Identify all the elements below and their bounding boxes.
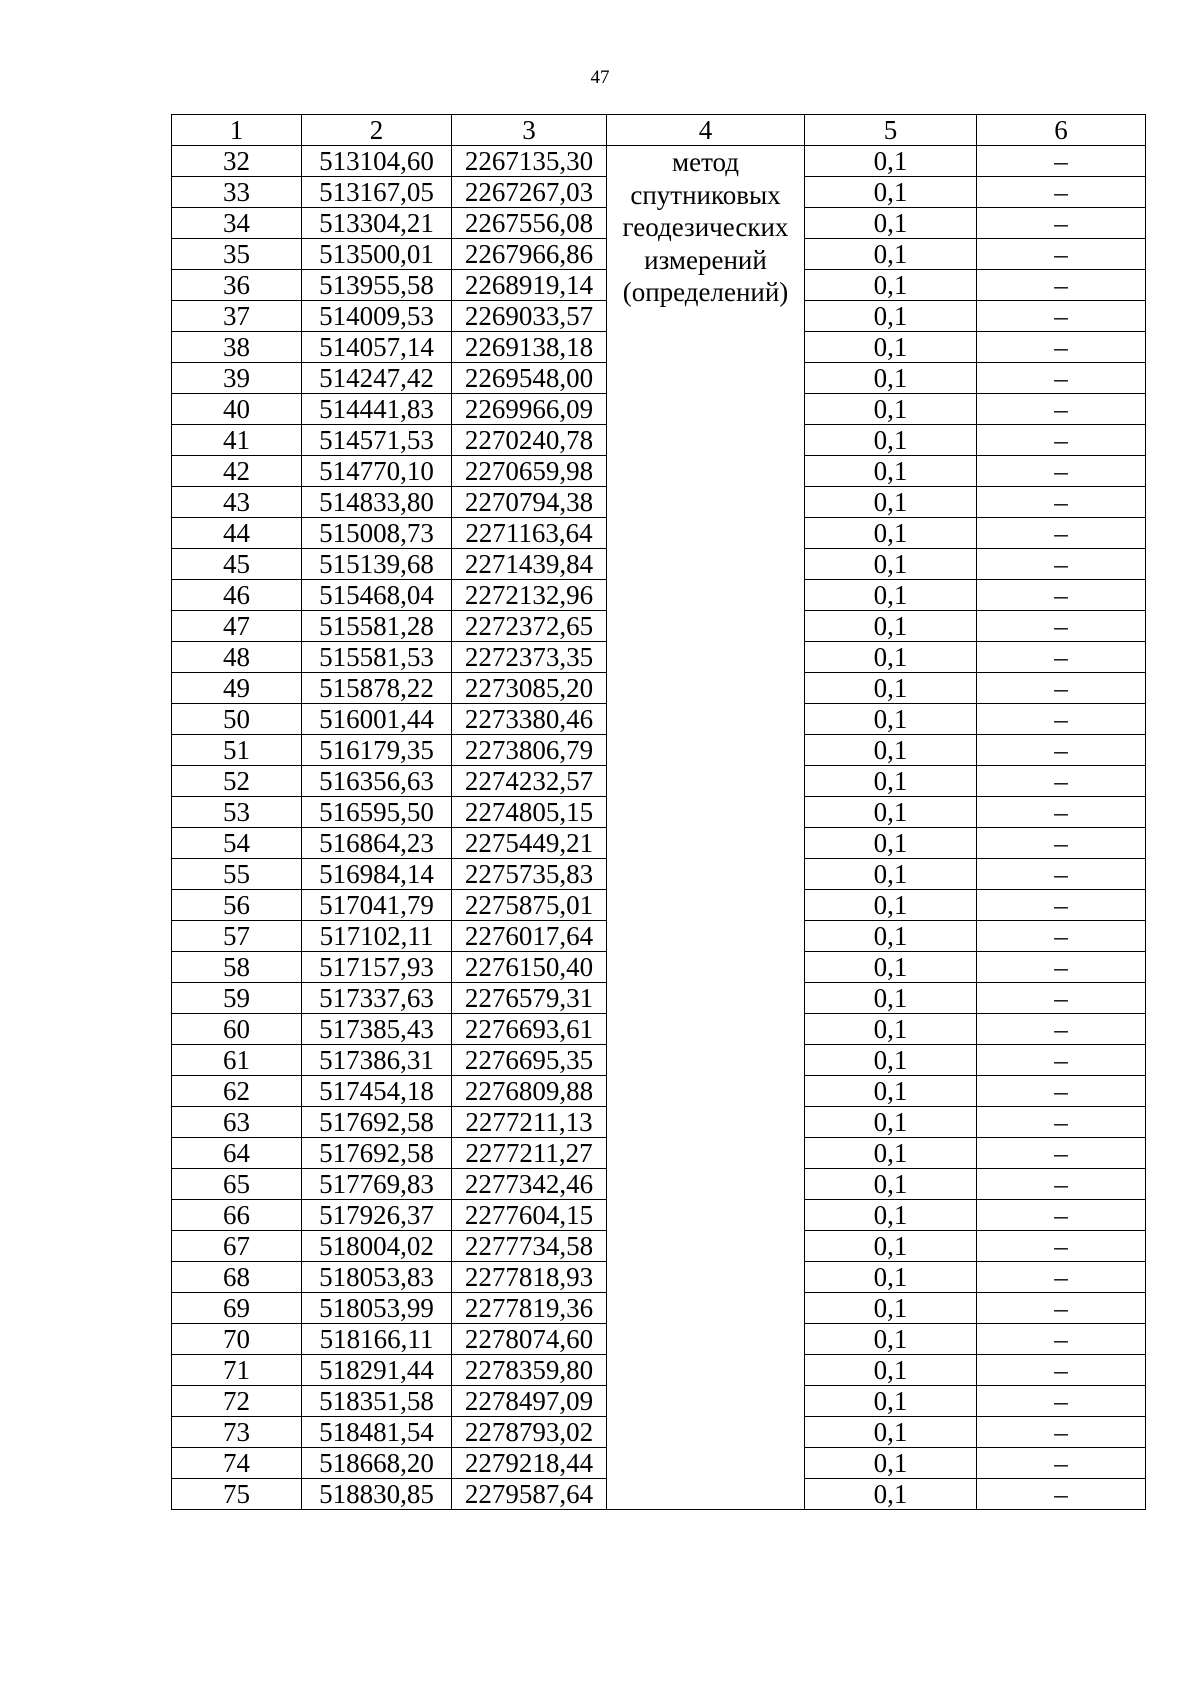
note-cell: – [977, 1045, 1146, 1076]
x-coordinate-cell: 516595,50 [302, 797, 452, 828]
method-text-line: метод [672, 147, 739, 177]
method-text-line: геодезических [622, 212, 789, 242]
point-number-cell: 36 [172, 270, 302, 301]
note-cell: – [977, 1014, 1146, 1045]
point-number-cell: 46 [172, 580, 302, 611]
y-coordinate-cell: 2278359,80 [452, 1355, 607, 1386]
accuracy-cell: 0,1 [805, 890, 977, 921]
note-cell: – [977, 1386, 1146, 1417]
x-coordinate-cell: 514441,83 [302, 394, 452, 425]
accuracy-cell: 0,1 [805, 983, 977, 1014]
y-coordinate-cell: 2272132,96 [452, 580, 607, 611]
x-coordinate-cell: 518351,58 [302, 1386, 452, 1417]
note-cell: – [977, 890, 1146, 921]
accuracy-cell: 0,1 [805, 177, 977, 208]
point-number-cell: 37 [172, 301, 302, 332]
point-number-cell: 60 [172, 1014, 302, 1045]
point-number-cell: 57 [172, 921, 302, 952]
y-coordinate-cell: 2277211,13 [452, 1107, 607, 1138]
y-coordinate-cell: 2269966,09 [452, 394, 607, 425]
point-number-cell: 56 [172, 890, 302, 921]
note-cell: – [977, 425, 1146, 456]
y-coordinate-cell: 2275735,83 [452, 859, 607, 890]
x-coordinate-cell: 513167,05 [302, 177, 452, 208]
point-number-cell: 42 [172, 456, 302, 487]
x-coordinate-cell: 518053,99 [302, 1293, 452, 1324]
point-number-cell: 72 [172, 1386, 302, 1417]
x-coordinate-cell: 513955,58 [302, 270, 452, 301]
x-coordinate-cell: 515581,28 [302, 611, 452, 642]
x-coordinate-cell: 516984,14 [302, 859, 452, 890]
accuracy-cell: 0,1 [805, 921, 977, 952]
note-cell: – [977, 735, 1146, 766]
x-coordinate-cell: 517157,93 [302, 952, 452, 983]
note-cell: – [977, 146, 1146, 177]
note-cell: – [977, 611, 1146, 642]
y-coordinate-cell: 2270794,38 [452, 487, 607, 518]
point-number-cell: 74 [172, 1448, 302, 1479]
note-cell: – [977, 456, 1146, 487]
y-coordinate-cell: 2267267,03 [452, 177, 607, 208]
y-coordinate-cell: 2271439,84 [452, 549, 607, 580]
x-coordinate-cell: 518668,20 [302, 1448, 452, 1479]
x-coordinate-cell: 518166,11 [302, 1324, 452, 1355]
accuracy-cell: 0,1 [805, 673, 977, 704]
accuracy-cell: 0,1 [805, 1324, 977, 1355]
accuracy-cell: 0,1 [805, 828, 977, 859]
point-number-cell: 38 [172, 332, 302, 363]
x-coordinate-cell: 517337,63 [302, 983, 452, 1014]
x-coordinate-cell: 514009,53 [302, 301, 452, 332]
accuracy-cell: 0,1 [805, 1448, 977, 1479]
point-number-cell: 43 [172, 487, 302, 518]
note-cell: – [977, 177, 1146, 208]
note-cell: – [977, 642, 1146, 673]
accuracy-cell: 0,1 [805, 270, 977, 301]
note-cell: – [977, 270, 1146, 301]
y-coordinate-cell: 2268919,14 [452, 270, 607, 301]
point-number-cell: 39 [172, 363, 302, 394]
accuracy-cell: 0,1 [805, 1262, 977, 1293]
column-header-4: 4 [607, 115, 805, 146]
y-coordinate-cell: 2279218,44 [452, 1448, 607, 1479]
note-cell: – [977, 1355, 1146, 1386]
point-number-cell: 52 [172, 766, 302, 797]
note-cell: – [977, 797, 1146, 828]
accuracy-cell: 0,1 [805, 1138, 977, 1169]
x-coordinate-cell: 515139,68 [302, 549, 452, 580]
note-cell: – [977, 549, 1146, 580]
note-cell: – [977, 859, 1146, 890]
note-cell: – [977, 1138, 1146, 1169]
point-number-cell: 75 [172, 1479, 302, 1510]
x-coordinate-cell: 516864,23 [302, 828, 452, 859]
note-cell: – [977, 1231, 1146, 1262]
x-coordinate-cell: 513304,21 [302, 208, 452, 239]
y-coordinate-cell: 2269138,18 [452, 332, 607, 363]
point-number-cell: 59 [172, 983, 302, 1014]
x-coordinate-cell: 514571,53 [302, 425, 452, 456]
accuracy-cell: 0,1 [805, 394, 977, 425]
y-coordinate-cell: 2275449,21 [452, 828, 607, 859]
note-cell: – [977, 1200, 1146, 1231]
table-row [172, 146, 1146, 177]
point-number-cell: 62 [172, 1076, 302, 1107]
accuracy-cell: 0,1 [805, 239, 977, 270]
x-coordinate-cell: 515008,73 [302, 518, 452, 549]
column-header-5: 5 [805, 115, 977, 146]
accuracy-cell: 0,1 [805, 332, 977, 363]
y-coordinate-cell: 2270240,78 [452, 425, 607, 456]
x-coordinate-cell: 518291,44 [302, 1355, 452, 1386]
note-cell: – [977, 983, 1146, 1014]
y-coordinate-cell: 2275875,01 [452, 890, 607, 921]
accuracy-cell: 0,1 [805, 456, 977, 487]
y-coordinate-cell: 2279587,64 [452, 1479, 607, 1510]
method-cell [607, 146, 805, 1510]
accuracy-cell: 0,1 [805, 766, 977, 797]
point-number-cell: 35 [172, 239, 302, 270]
point-number-cell: 70 [172, 1324, 302, 1355]
note-cell: – [977, 1107, 1146, 1138]
y-coordinate-cell: 2277342,46 [452, 1169, 607, 1200]
point-number-cell: 32 [172, 146, 302, 177]
note-cell: – [977, 487, 1146, 518]
point-number-cell: 45 [172, 549, 302, 580]
y-coordinate-cell: 2273085,20 [452, 673, 607, 704]
accuracy-cell: 0,1 [805, 735, 977, 766]
accuracy-cell: 0,1 [805, 642, 977, 673]
note-cell: – [977, 301, 1146, 332]
y-coordinate-cell: 2272372,65 [452, 611, 607, 642]
accuracy-cell: 0,1 [805, 952, 977, 983]
accuracy-cell: 0,1 [805, 1479, 977, 1510]
point-number-cell: 61 [172, 1045, 302, 1076]
x-coordinate-cell: 517102,11 [302, 921, 452, 952]
point-number-cell: 50 [172, 704, 302, 735]
note-cell: – [977, 704, 1146, 735]
note-cell: – [977, 239, 1146, 270]
accuracy-cell: 0,1 [805, 1231, 977, 1262]
x-coordinate-cell: 517454,18 [302, 1076, 452, 1107]
y-coordinate-cell: 2276150,40 [452, 952, 607, 983]
note-cell: – [977, 1324, 1146, 1355]
accuracy-cell: 0,1 [805, 518, 977, 549]
accuracy-cell: 0,1 [805, 1417, 977, 1448]
point-number-cell: 53 [172, 797, 302, 828]
note-cell: – [977, 673, 1146, 704]
note-cell: – [977, 1169, 1146, 1200]
x-coordinate-cell: 517692,58 [302, 1107, 452, 1138]
point-number-cell: 47 [172, 611, 302, 642]
y-coordinate-cell: 2278497,09 [452, 1386, 607, 1417]
y-coordinate-cell: 2269033,57 [452, 301, 607, 332]
x-coordinate-cell: 517041,79 [302, 890, 452, 921]
accuracy-cell: 0,1 [805, 1076, 977, 1107]
table-header-row [172, 115, 1146, 146]
point-number-cell: 71 [172, 1355, 302, 1386]
accuracy-cell: 0,1 [805, 363, 977, 394]
accuracy-cell: 0,1 [805, 549, 977, 580]
note-cell: – [977, 332, 1146, 363]
note-cell: – [977, 1076, 1146, 1107]
point-number-cell: 54 [172, 828, 302, 859]
point-number-cell: 68 [172, 1262, 302, 1293]
note-cell: – [977, 518, 1146, 549]
y-coordinate-cell: 2276579,31 [452, 983, 607, 1014]
point-number-cell: 66 [172, 1200, 302, 1231]
x-coordinate-cell: 515468,04 [302, 580, 452, 611]
point-number-cell: 69 [172, 1293, 302, 1324]
note-cell: – [977, 1293, 1146, 1324]
y-coordinate-cell: 2273806,79 [452, 735, 607, 766]
point-number-cell: 63 [172, 1107, 302, 1138]
y-coordinate-cell: 2277819,36 [452, 1293, 607, 1324]
x-coordinate-cell: 514247,42 [302, 363, 452, 394]
note-cell: – [977, 1448, 1146, 1479]
column-header-2: 2 [302, 115, 452, 146]
column-header-6: 6 [977, 115, 1146, 146]
accuracy-cell: 0,1 [805, 425, 977, 456]
point-number-cell: 41 [172, 425, 302, 456]
accuracy-cell: 0,1 [805, 797, 977, 828]
point-number-cell: 58 [172, 952, 302, 983]
x-coordinate-cell: 517769,83 [302, 1169, 452, 1200]
x-coordinate-cell: 515878,22 [302, 673, 452, 704]
y-coordinate-cell: 2269548,00 [452, 363, 607, 394]
note-cell: – [977, 1417, 1146, 1448]
y-coordinate-cell: 2274805,15 [452, 797, 607, 828]
point-number-cell: 67 [172, 1231, 302, 1262]
accuracy-cell: 0,1 [805, 859, 977, 890]
point-number-cell: 44 [172, 518, 302, 549]
accuracy-cell: 0,1 [805, 611, 977, 642]
method-text-line: спутниковых [630, 179, 781, 210]
x-coordinate-cell: 513500,01 [302, 239, 452, 270]
point-number-cell: 65 [172, 1169, 302, 1200]
page-number: 47 [590, 67, 610, 88]
y-coordinate-cell: 2277604,15 [452, 1200, 607, 1231]
y-coordinate-cell: 2276693,61 [452, 1014, 607, 1045]
y-coordinate-cell: 2276017,64 [452, 921, 607, 952]
point-number-cell: 48 [172, 642, 302, 673]
x-coordinate-cell: 518481,54 [302, 1417, 452, 1448]
note-cell: – [977, 1262, 1146, 1293]
x-coordinate-cell: 518004,02 [302, 1231, 452, 1262]
note-cell: – [977, 766, 1146, 797]
y-coordinate-cell: 2272373,35 [452, 642, 607, 673]
x-coordinate-cell: 518830,85 [302, 1479, 452, 1510]
column-header-3: 3 [452, 115, 607, 146]
note-cell: – [977, 394, 1146, 425]
coordinates-table [171, 114, 1146, 1510]
method-text-line: (определений) [622, 277, 789, 307]
y-coordinate-cell: 2277211,27 [452, 1138, 607, 1169]
note-cell: – [977, 208, 1146, 239]
accuracy-cell: 0,1 [805, 146, 977, 177]
x-coordinate-cell: 517692,58 [302, 1138, 452, 1169]
x-coordinate-cell: 517385,43 [302, 1014, 452, 1045]
note-cell: – [977, 363, 1146, 394]
method-text-line: измерений [644, 244, 767, 275]
note-cell: – [977, 580, 1146, 611]
accuracy-cell: 0,1 [805, 1355, 977, 1386]
y-coordinate-cell: 2270659,98 [452, 456, 607, 487]
x-coordinate-cell: 515581,53 [302, 642, 452, 673]
accuracy-cell: 0,1 [805, 1107, 977, 1138]
note-cell: – [977, 1479, 1146, 1510]
x-coordinate-cell: 514057,14 [302, 332, 452, 363]
note-cell: – [977, 828, 1146, 859]
point-number-cell: 51 [172, 735, 302, 766]
accuracy-cell: 0,1 [805, 1293, 977, 1324]
y-coordinate-cell: 2273380,46 [452, 704, 607, 735]
column-header-1: 1 [172, 115, 302, 146]
y-coordinate-cell: 2274232,57 [452, 766, 607, 797]
accuracy-cell: 0,1 [805, 1200, 977, 1231]
accuracy-cell: 0,1 [805, 704, 977, 735]
point-number-cell: 33 [172, 177, 302, 208]
accuracy-cell: 0,1 [805, 580, 977, 611]
note-cell: – [977, 921, 1146, 952]
point-number-cell: 64 [172, 1138, 302, 1169]
x-coordinate-cell: 516356,63 [302, 766, 452, 797]
x-coordinate-cell: 517386,31 [302, 1045, 452, 1076]
y-coordinate-cell: 2278074,60 [452, 1324, 607, 1355]
y-coordinate-cell: 2276809,88 [452, 1076, 607, 1107]
accuracy-cell: 0,1 [805, 1169, 977, 1200]
point-number-cell: 55 [172, 859, 302, 890]
y-coordinate-cell: 2271163,64 [452, 518, 607, 549]
point-number-cell: 49 [172, 673, 302, 704]
y-coordinate-cell: 2267966,86 [452, 239, 607, 270]
point-number-cell: 40 [172, 394, 302, 425]
accuracy-cell: 0,1 [805, 1045, 977, 1076]
accuracy-cell: 0,1 [805, 1386, 977, 1417]
y-coordinate-cell: 2277818,93 [452, 1262, 607, 1293]
x-coordinate-cell: 514833,80 [302, 487, 452, 518]
point-number-cell: 73 [172, 1417, 302, 1448]
x-coordinate-cell: 516001,44 [302, 704, 452, 735]
x-coordinate-cell: 517926,37 [302, 1200, 452, 1231]
note-cell: – [977, 952, 1146, 983]
accuracy-cell: 0,1 [805, 487, 977, 518]
point-number-cell: 34 [172, 208, 302, 239]
x-coordinate-cell: 513104,60 [302, 146, 452, 177]
x-coordinate-cell: 514770,10 [302, 456, 452, 487]
table-body [172, 146, 1146, 1510]
accuracy-cell: 0,1 [805, 208, 977, 239]
x-coordinate-cell: 518053,83 [302, 1262, 452, 1293]
y-coordinate-cell: 2276695,35 [452, 1045, 607, 1076]
y-coordinate-cell: 2267135,30 [452, 146, 607, 177]
y-coordinate-cell: 2278793,02 [452, 1417, 607, 1448]
y-coordinate-cell: 2277734,58 [452, 1231, 607, 1262]
accuracy-cell: 0,1 [805, 301, 977, 332]
y-coordinate-cell: 2267556,08 [452, 208, 607, 239]
x-coordinate-cell: 516179,35 [302, 735, 452, 766]
accuracy-cell: 0,1 [805, 1014, 977, 1045]
